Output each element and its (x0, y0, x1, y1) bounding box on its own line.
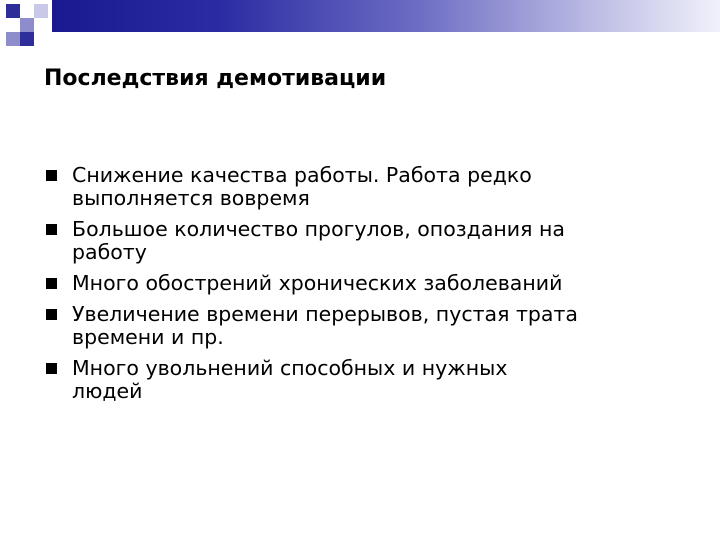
header-gradient-bar (52, 0, 720, 32)
decor-square (34, 4, 48, 18)
bullet-item (44, 164, 684, 210)
bullet-item (44, 272, 684, 295)
bullet-text-line: Снижение качества работы. Работа редко (72, 163, 532, 187)
decor-square (20, 18, 34, 32)
square-bullet-icon (46, 278, 57, 289)
square-bullet-icon (46, 224, 57, 235)
square-bullet-icon (46, 363, 57, 374)
bullet-text-line: времени и пр. (72, 325, 224, 349)
decor-square (6, 32, 20, 46)
square-bullet-icon (46, 170, 57, 181)
decor-square (20, 32, 34, 46)
square-bullet-icon (46, 309, 57, 320)
bullet-item (44, 303, 684, 349)
bullet-text-line: выполняется вовремя (72, 186, 310, 210)
bullet-text-line: людей (72, 379, 143, 403)
decor-square (6, 4, 20, 18)
slide-title: Последствия демотивации (44, 66, 387, 91)
bullet-text-line: работу (72, 240, 147, 264)
bullet-item (44, 357, 684, 403)
bullet-list (44, 164, 684, 411)
bullet-text-line: Увеличение времени перерывов, пустая трата (72, 302, 578, 326)
bullet-text-line: Много увольнений способных и нужных (72, 356, 508, 380)
bullet-item (44, 218, 684, 264)
bullet-text-line: Большое количество прогулов, опоздания на (72, 217, 565, 241)
bullet-text-line: Много обострений хронических заболеваний (72, 271, 563, 295)
